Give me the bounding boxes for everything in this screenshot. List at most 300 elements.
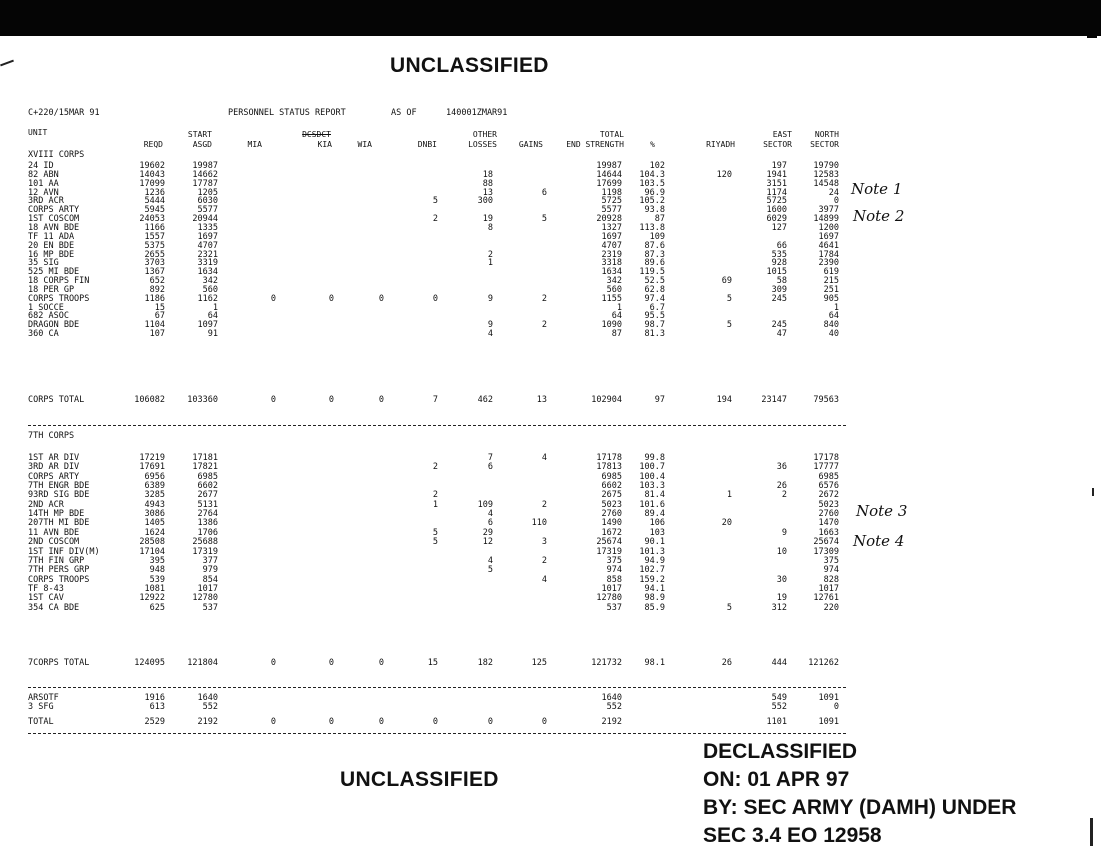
table-row-cell: 5131 (197, 499, 218, 510)
total-row-cell: 121262 (808, 658, 839, 668)
table-row-cell: 1386 (197, 518, 218, 529)
table-row-cell: 245 (771, 293, 787, 304)
table-row-cell: 251 (823, 284, 839, 295)
table-row-cell: 5 (487, 565, 493, 576)
total-row-cell: 13 (536, 395, 547, 405)
table-row-cell: 15 (154, 302, 165, 313)
total-row-cell: 0 (270, 717, 276, 727)
table-row-cell: 5 (726, 293, 732, 304)
table-row-cell: 12780 (192, 593, 218, 604)
table-row-cell: 101.6 (639, 499, 665, 510)
table-row-cell: 7 (487, 453, 493, 463)
table-row-cell: 1198 (601, 187, 622, 198)
table-row-cell: 47 (776, 329, 787, 340)
table-row-cell: 2 (541, 320, 547, 331)
table-row-cell: 17104 (139, 546, 165, 557)
table-row-unit: 207TH MI BDE (28, 518, 90, 529)
scan-mark (1087, 30, 1097, 38)
table-row-unit: 18 PER GP (28, 284, 75, 295)
table-row-cell: 18 (482, 169, 493, 180)
table-row-cell: 1205 (197, 187, 218, 198)
table-row-cell: 6985 (601, 471, 622, 482)
table-row-cell: 1697 (601, 231, 622, 242)
classification-banner-bottom: UNCLASSIFIED (340, 768, 499, 791)
table-row-cell: 14644 (596, 169, 622, 180)
table-row-unit: 20 EN BDE (28, 240, 75, 251)
col-header-gains: GAINS (518, 140, 543, 149)
table-row-cell: 107 (149, 329, 165, 340)
col-header-other-losses: OTHER LOSSES (468, 130, 497, 149)
declass-line: BY: SEC ARMY (DAMH) UNDER (703, 796, 1017, 819)
table-row-cell: 6956 (144, 471, 165, 482)
table-row-unit: 2ND ACR (28, 499, 64, 510)
table-row-cell: 12780 (596, 593, 622, 604)
table-row-cell: 12583 (813, 169, 839, 180)
handwritten-note-2: Note 2 (853, 207, 905, 225)
table-row-cell: 1784 (818, 249, 839, 260)
table-row-cell: 312 (771, 602, 787, 613)
col-header-kia: KIA (317, 140, 332, 149)
table-row-cell: 619 (823, 267, 839, 278)
table-row-cell: 5577 (601, 205, 622, 216)
table-row-cell: 3285 (144, 490, 165, 501)
table-row-cell: 1697 (197, 231, 218, 242)
table-row-cell: 309 (771, 284, 787, 295)
section-divider (28, 687, 846, 688)
table-row-cell: 375 (823, 555, 839, 566)
table-row-unit: 93RD SIG BDE (28, 490, 90, 501)
table-row-cell: 905 (823, 293, 839, 304)
table-row-cell: 159.2 (639, 574, 665, 585)
table-row-cell: 1 (487, 258, 493, 269)
table-row-cell: 30 (776, 574, 787, 585)
total-row-cell: 23147 (761, 395, 787, 405)
table-row-cell: 17099 (139, 178, 165, 189)
table-row-cell: 4707 (601, 240, 622, 251)
total-row-cell: 0 (328, 717, 334, 727)
table-row-cell: 17777 (813, 462, 839, 473)
declassification-stamp (703, 738, 1016, 850)
col-header-unit: UNIT (28, 128, 48, 137)
table-row-cell: 1 (432, 499, 438, 510)
table-row-cell: 6576 (818, 481, 839, 492)
table-row-cell: 1 (616, 302, 622, 313)
total-row-cell: 0 (378, 395, 384, 405)
table-row-cell: 17821 (192, 462, 218, 473)
table-row-cell: 1166 (144, 222, 165, 233)
table-row-cell: 1155 (601, 293, 622, 304)
table-row-unit: 3RD ACR (28, 196, 64, 207)
table-row-cell: 14899 (813, 214, 839, 225)
table-row-cell: 0 (833, 701, 839, 712)
table-row-cell: 69 (721, 276, 732, 287)
table-row-unit: 24 ID (28, 161, 54, 171)
col-header-total-end-strength: TOTAL END STRENGTH (566, 130, 624, 149)
table-row-cell: 94.1 (644, 583, 665, 594)
table-row-cell: 89.6 (644, 258, 665, 269)
handwritten-note-1: Note 1 (851, 180, 903, 198)
table-row-cell: 101.3 (639, 546, 665, 557)
table-row-cell: 17699 (596, 178, 622, 189)
table-row-cell: 220 (823, 602, 839, 613)
table-row-cell: 6602 (197, 481, 218, 492)
table-row-unit: 11 AVN BDE (28, 527, 80, 538)
total-row-cell: 1101 (766, 717, 787, 727)
table-row-cell: 245 (771, 320, 787, 331)
table-row-cell: 2675 (601, 490, 622, 501)
total-row-cell: 0 (328, 395, 334, 405)
total-row-cell: 102904 (591, 395, 622, 405)
table-row-cell: 12761 (813, 593, 839, 604)
table-row-unit: 354 CA BDE (28, 602, 80, 613)
total-row-unit: CORPS TOTAL (28, 395, 85, 405)
section-title: 7TH CORPS (28, 431, 75, 441)
declass-line: ON: 01 APR 97 (703, 768, 850, 791)
table-row-cell: 1017 (818, 583, 839, 594)
table-row-cell: 2 (432, 462, 438, 473)
table-row-cell: 552 (202, 701, 218, 712)
table-row-unit: CORPS TROOPS (28, 574, 90, 585)
table-row-cell: 1 (726, 490, 732, 501)
table-row-cell: 88 (482, 178, 493, 189)
table-row-cell: 5 (432, 527, 438, 538)
total-row-cell: 0 (378, 658, 384, 668)
table-row-cell: 3 (541, 537, 547, 548)
table-row-unit: 1ST INF DIV(M) (28, 546, 100, 557)
total-row-cell: 7 (432, 395, 438, 405)
table-row-cell: 91 (207, 329, 218, 340)
col-header-riyadh: RIYADH (706, 140, 735, 149)
table-row-cell: 12 (482, 537, 493, 548)
doc-id: C+220/15MAR 91 (28, 108, 100, 118)
table-row-cell: 25674 (596, 537, 622, 548)
table-row-cell: 9 (487, 293, 493, 304)
scan-speck (1090, 818, 1093, 846)
declass-line: DECLASSIFIED (703, 740, 858, 763)
table-row-cell: 17181 (192, 453, 218, 463)
table-row-cell: 1490 (601, 518, 622, 529)
table-row-unit: 3RD AR DIV (28, 462, 80, 473)
total-row-cell: 0 (328, 658, 334, 668)
table-row-cell: 14662 (192, 169, 218, 180)
total-row-cell: 0 (270, 395, 276, 405)
table-row-cell: 1200 (818, 222, 839, 233)
table-row-cell: 4641 (818, 240, 839, 251)
table-row-cell: 95.5 (644, 311, 665, 322)
table-row-cell: 0 (378, 293, 384, 304)
report-title: PERSONNEL STATUS REPORT (228, 108, 346, 118)
col-header-reqd: REQD (143, 140, 163, 149)
table-row-cell: 2655 (144, 249, 165, 260)
table-row-cell: 2 (541, 293, 547, 304)
table-row-cell: 85.9 (644, 602, 665, 613)
total-row-cell: 121732 (591, 658, 622, 668)
table-row-cell: 25674 (813, 537, 839, 548)
table-row-cell: 1162 (197, 293, 218, 304)
total-row-cell: 26 (721, 658, 732, 668)
table-row-unit: DRAGON BDE (28, 320, 80, 331)
table-row-cell: 19602 (139, 161, 165, 171)
table-row-cell: 1634 (197, 267, 218, 278)
total-row-cell: 15 (427, 658, 438, 668)
table-row-cell: 377 (202, 555, 218, 566)
table-row-cell: 87.3 (644, 249, 665, 260)
table-row-cell: 5725 (766, 196, 787, 207)
table-row-cell: 5 (726, 602, 732, 613)
table-row-cell: 87.6 (644, 240, 665, 251)
col-header-start-asgd: START ASGD (187, 130, 212, 149)
table-row-cell: 342 (202, 276, 218, 287)
table-row-cell: 537 (606, 602, 622, 613)
table-row-unit: 14TH MP BDE (28, 509, 85, 520)
table-row-cell: 17691 (139, 462, 165, 473)
table-row-cell: 103.5 (639, 178, 665, 189)
table-row-cell: 14043 (139, 169, 165, 180)
table-row-cell: 1236 (144, 187, 165, 198)
table-row-cell: 6030 (197, 196, 218, 207)
table-row-cell: 3086 (144, 509, 165, 520)
table-row-cell: 26 (776, 481, 787, 492)
table-row-cell: 2760 (818, 509, 839, 520)
table-row-cell: 6985 (818, 471, 839, 482)
total-row-cell: 2192 (197, 717, 218, 727)
table-row-cell: 1557 (144, 231, 165, 242)
table-row-cell: 854 (202, 574, 218, 585)
table-row-cell: 19 (482, 214, 493, 225)
table-row-cell: 3703 (144, 258, 165, 269)
table-row-cell: 1941 (766, 169, 787, 180)
table-row-cell: 5945 (144, 205, 165, 216)
table-row-cell: 64 (207, 311, 218, 322)
table-row-cell: 28508 (139, 537, 165, 548)
table-row-cell: 5 (726, 320, 732, 331)
as-of-label: AS OF (391, 108, 417, 118)
table-row-cell: 14548 (813, 178, 839, 189)
table-row-cell: 5023 (818, 499, 839, 510)
table-row-cell: 120 (716, 169, 732, 180)
handwritten-note-3: Note 3 (856, 502, 908, 520)
table-row-cell: 4943 (144, 499, 165, 510)
table-row-cell: 3151 (766, 178, 787, 189)
table-row-cell: 928 (771, 258, 787, 269)
table-row-cell: 537 (202, 602, 218, 613)
table-row-cell: 81.4 (644, 490, 665, 501)
table-row-cell: 1104 (144, 320, 165, 331)
table-row-cell: 535 (771, 249, 787, 260)
table-row-cell: 1 (212, 302, 218, 313)
table-row-cell: 1017 (601, 583, 622, 594)
section-divider (28, 733, 846, 734)
table-row-cell: 4707 (197, 240, 218, 251)
table-row-cell: 87 (654, 214, 665, 225)
table-row-cell: 104.3 (639, 169, 665, 180)
table-row-cell: 552 (606, 701, 622, 712)
table-row-unit: 82 ABN (28, 169, 59, 180)
table-row-cell: 90.1 (644, 537, 665, 548)
table-row-cell: 87 (611, 329, 622, 340)
table-row-cell: 0 (432, 293, 438, 304)
table-row-cell: 1367 (144, 267, 165, 278)
table-row-cell: 625 (149, 602, 165, 613)
table-row-cell: 1091 (818, 693, 839, 703)
table-row-cell: 17813 (596, 462, 622, 473)
table-row-cell: 2 (541, 499, 547, 510)
table-row-cell: 1335 (197, 222, 218, 233)
table-row-cell: 2 (432, 214, 438, 225)
table-row-cell: 98.9 (644, 593, 665, 604)
table-row-cell: 5 (432, 537, 438, 548)
table-row-cell: 103 (649, 527, 665, 538)
table-row-cell: 6 (487, 518, 493, 529)
table-row-unit: ARSOTF (28, 693, 59, 703)
table-row-cell: 560 (606, 284, 622, 295)
table-row-cell: 2 (487, 249, 493, 260)
table-row-cell: 5 (541, 214, 547, 225)
total-row-cell: 182 (477, 658, 493, 668)
table-row-cell: 2 (432, 490, 438, 501)
table-row-cell: 300 (477, 196, 493, 207)
table-row-cell: 109 (477, 499, 493, 510)
table-row-cell: 0 (328, 293, 334, 304)
scan-speck (1092, 488, 1094, 496)
table-row-cell: 1327 (601, 222, 622, 233)
table-row-cell: 2760 (601, 509, 622, 520)
table-row-unit: CORPS ARTY (28, 471, 80, 482)
table-row-cell: 25688 (192, 537, 218, 548)
table-row-cell: 560 (202, 284, 218, 295)
table-row-cell: 5375 (144, 240, 165, 251)
table-row-cell: 1090 (601, 320, 622, 331)
table-row-cell: 1634 (601, 267, 622, 278)
section-title: XVIII CORPS (28, 150, 85, 160)
table-row-cell: 62.8 (644, 284, 665, 295)
table-row-cell: 1640 (197, 693, 218, 703)
table-row-cell: 613 (149, 701, 165, 712)
table-row-cell: 99.8 (644, 453, 665, 463)
table-row-cell: 13 (482, 187, 493, 198)
table-row-cell: 98.7 (644, 320, 665, 331)
total-row-cell: 0 (541, 717, 547, 727)
scan-top-bar (0, 0, 1101, 36)
table-row-unit: 7TH PERS GRP (28, 565, 90, 576)
table-row-cell: 93.8 (644, 205, 665, 216)
as-of-date: 140001ZMAR91 (446, 108, 508, 118)
table-row-cell: 948 (149, 565, 165, 576)
table-row-cell: 40 (828, 329, 839, 340)
table-row-unit: TF 8-43 (28, 583, 64, 594)
table-row-unit: 2ND COSCOM (28, 537, 80, 548)
table-row-cell: 5444 (144, 196, 165, 207)
table-row-cell: 652 (149, 276, 165, 287)
table-row-cell: 81.3 (644, 329, 665, 340)
total-row-cell: 98.1 (644, 658, 665, 668)
table-row-cell: 24 (828, 187, 839, 198)
table-row-unit: CORPS ARTY (28, 205, 80, 216)
table-row-cell: 858 (606, 574, 622, 585)
table-row-cell: 892 (149, 284, 165, 295)
table-row-cell: 1081 (144, 583, 165, 594)
total-row-cell: 121804 (187, 658, 218, 668)
table-row-cell: 974 (606, 565, 622, 576)
table-row-cell: 64 (828, 311, 839, 322)
section-divider (28, 425, 846, 426)
table-row-cell: 1706 (197, 527, 218, 538)
total-row-cell: 194 (716, 395, 732, 405)
table-row-cell: 6985 (197, 471, 218, 482)
total-row-cell: 124095 (134, 658, 165, 668)
table-row-cell: 19790 (813, 161, 839, 171)
table-row-cell: 4 (487, 555, 493, 566)
table-row-cell: 36 (776, 462, 787, 473)
table-row-cell: 6029 (766, 214, 787, 225)
col-header-east-sector: EAST SECTOR (763, 130, 792, 149)
table-row-cell: 2321 (197, 249, 218, 260)
table-row-cell: 2319 (601, 249, 622, 260)
table-row-cell: 1174 (766, 187, 787, 198)
table-row-cell: 3977 (818, 205, 839, 216)
table-row-cell: 2 (781, 490, 787, 501)
table-row-cell: 6602 (601, 481, 622, 492)
table-row-cell: 1015 (766, 267, 787, 278)
total-row-cell: 0 (378, 717, 384, 727)
table-row-cell: 1663 (818, 527, 839, 538)
table-row-cell: 17319 (192, 546, 218, 557)
table-row-cell: 52.5 (644, 276, 665, 287)
table-row-cell: 10 (776, 546, 787, 557)
table-row-cell: 1017 (197, 583, 218, 594)
total-row-cell: 103360 (187, 395, 218, 405)
table-row-cell: 1916 (144, 693, 165, 703)
total-row-cell: 2192 (601, 717, 622, 727)
table-row-cell: 539 (149, 574, 165, 585)
table-row-unit: 3 SFG (28, 701, 54, 712)
table-row-cell: 89.4 (644, 509, 665, 520)
table-row-cell: 979 (202, 565, 218, 576)
table-row-cell: 8 (487, 222, 493, 233)
table-row-cell: 17319 (596, 546, 622, 557)
table-row-cell: 17178 (813, 453, 839, 463)
table-row-cell: 215 (823, 276, 839, 287)
col-header-kia-strikethrough: DCSDCT (302, 130, 331, 139)
table-row-cell: 2 (541, 555, 547, 566)
table-row-unit: 1ST COSCOM (28, 214, 80, 225)
table-row-cell: 1624 (144, 527, 165, 538)
table-row-unit: 18 AVN BDE (28, 222, 80, 233)
table-row-cell: 94.9 (644, 555, 665, 566)
table-row-cell: 24053 (139, 214, 165, 225)
table-row-cell: 106 (649, 518, 665, 529)
table-row-cell: 110 (531, 518, 547, 529)
table-row-unit: TF 11 ADA (28, 231, 75, 242)
table-row-unit: 7TH FIN GRP (28, 555, 85, 566)
table-row-cell: 1470 (818, 518, 839, 529)
table-row-unit: 18 CORPS FIN (28, 276, 90, 287)
table-row-cell: 58 (776, 276, 787, 287)
table-row-cell: 19 (776, 593, 787, 604)
table-row-unit: 1 SOCCE (28, 302, 64, 313)
table-row-unit: 682 ASOC (28, 311, 69, 322)
table-row-cell: 66 (776, 240, 787, 251)
table-row-cell: 109 (649, 231, 665, 242)
table-row-cell: 6389 (144, 481, 165, 492)
total-row-cell: 2529 (144, 717, 165, 727)
table-row-cell: 1600 (766, 205, 787, 216)
total-row-unit: 7CORPS TOTAL (28, 658, 90, 668)
table-row-cell: 840 (823, 320, 839, 331)
declass-line: SEC 3.4 EO 12958 (703, 824, 882, 847)
table-row-cell: 4 (541, 453, 547, 463)
table-row-cell: 5023 (601, 499, 622, 510)
